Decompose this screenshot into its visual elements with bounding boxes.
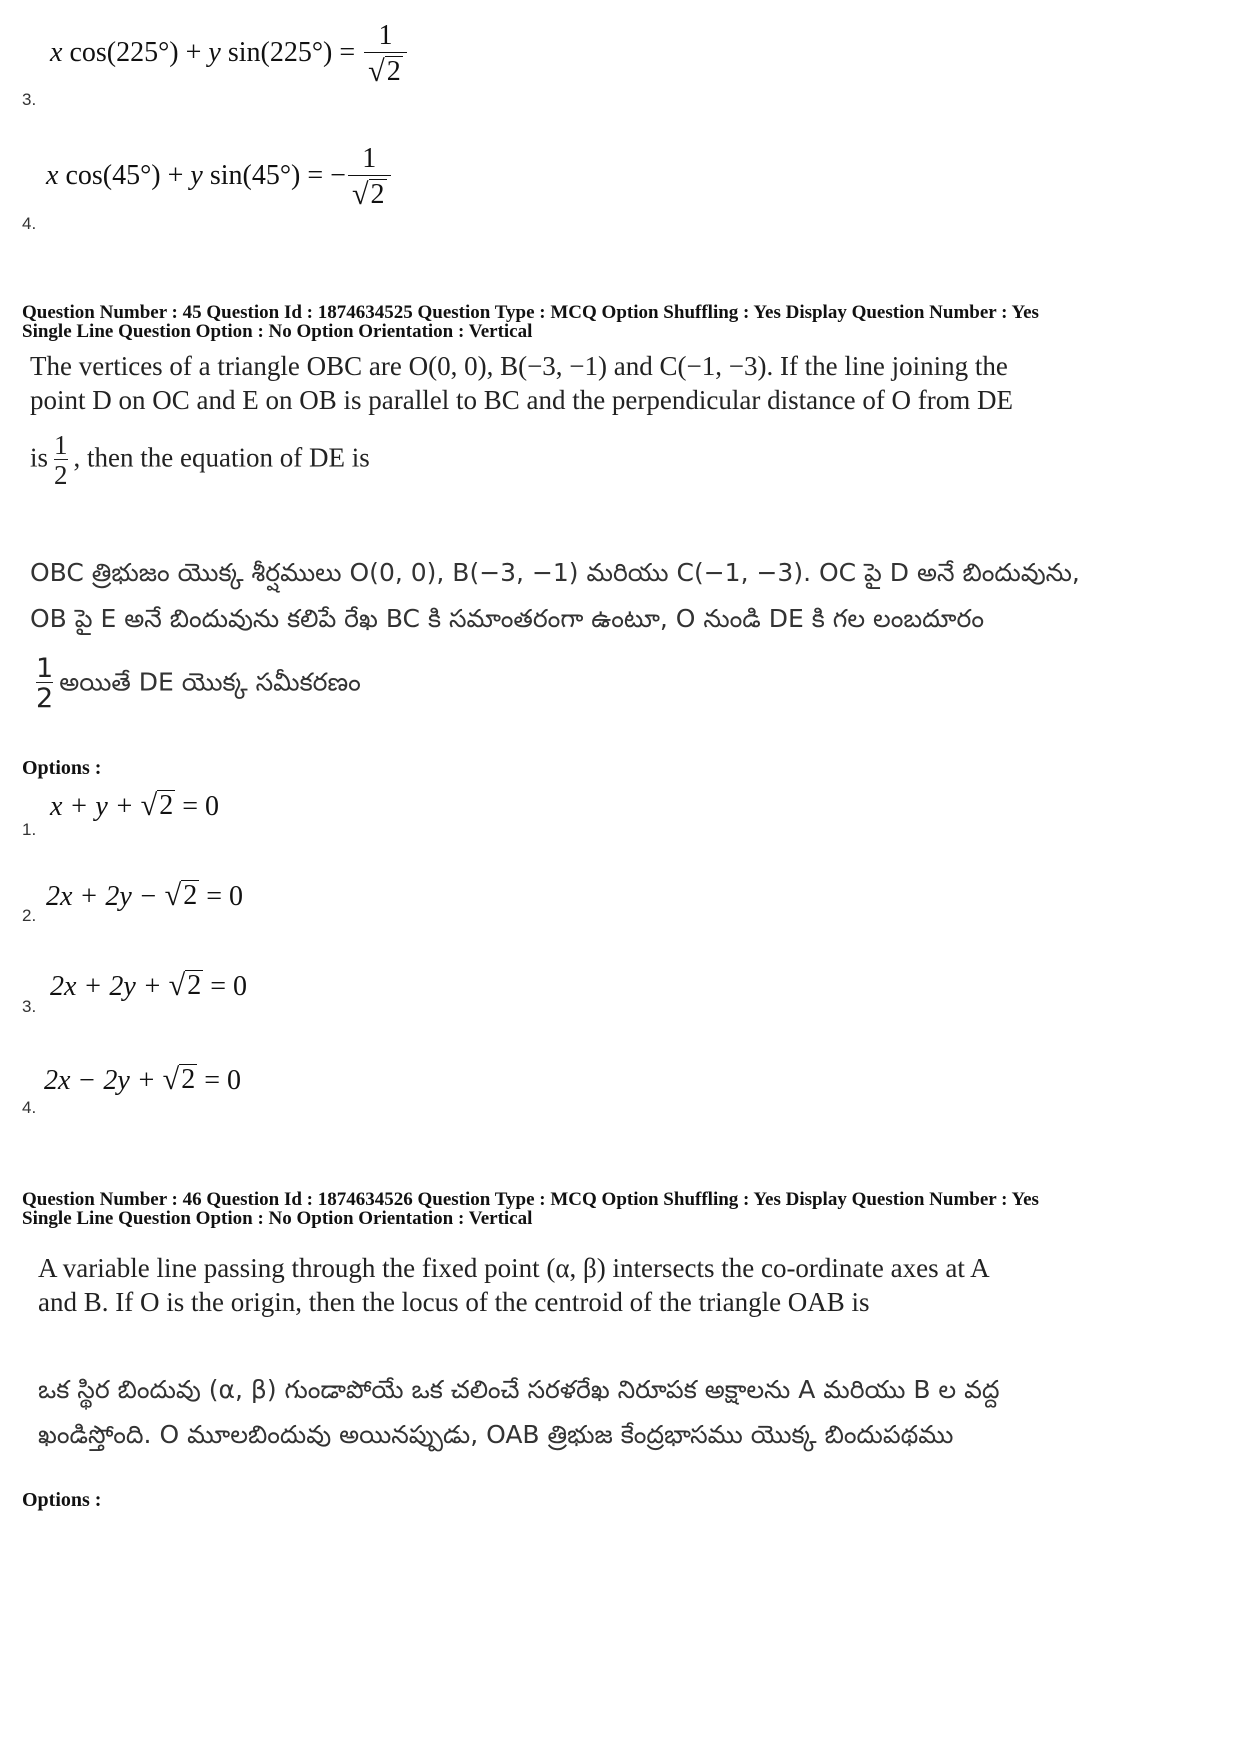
q45-option-1-number: 1.	[22, 820, 37, 839]
q46-meta-line-2: Single Line Question Option : No Option Orientation : Vertical	[22, 1208, 533, 1229]
q45-english-line-2: point D on OC and E on OB is parallel to BC and the perpendicular distance of O from DE	[30, 385, 1014, 415]
q45-option-4-number: 4.	[22, 1098, 37, 1117]
q45-options-label: Options :	[22, 757, 102, 779]
q46-english-line-1: A variable line passing through the fixed point (α, β) intersects the co-ordinate axes at A	[38, 1253, 990, 1283]
q45-option-2-number: 2.	[22, 906, 37, 925]
q46-options-label: Options :	[22, 1489, 102, 1511]
prev-option-4-equation: x cos(45°) + y sin(45°) = − 1 √ 2	[46, 145, 393, 210]
q45-english-line-3: is $\frac{1}{2}$ , then the equation of DE is	[30, 430, 370, 490]
q45-option-1-equation[interactable]: x + y + √ 2 = 0	[50, 788, 220, 822]
prev-option-3-number: 3.	[22, 90, 37, 109]
q45-telugu-line-3: $\frac{1}{2}$ అయితే DE యొక్క సమీకరణం	[36, 653, 361, 714]
q45-option-3-equation[interactable]: 2x + 2y + √ 2 = 0	[50, 968, 248, 1002]
q46-meta-line-1: Question Number : 46 Question Id : 1874634526 Question Type : MCQ Option Shuffling : Yes Display Question Number : Yes	[22, 1189, 1039, 1210]
q46-telugu-line-2: ఖండిస్తోంది. O మూలబిందువు అయినప్పుడు, OAB త్రిభుజ కేంద్రభాసము యొక్క బిందుపథము	[38, 1420, 954, 1449]
q45-meta-line-2: Single Line Question Option : No Option Orientation : Vertical	[22, 321, 533, 342]
q46-english-line-2: and B. If O is the origin, then the locus of the centroid of the triangle OAB is	[38, 1287, 870, 1317]
q45-telugu-line-2: OB పై E అనే బిందువును కలిపే రేఖ BC కి సమాంతరంగా ఉంటూ, O నుండి DE కి గల లంబదూరం	[30, 604, 984, 633]
q45-option-3-number: 3.	[22, 997, 37, 1016]
q45-meta-line-1: Question Number : 45 Question Id : 1874634525 Question Type : MCQ Option Shuffling : Yes Display Question Number : Yes	[22, 302, 1039, 323]
q46-telugu-line-1: ఒక స్థిర బిందువు (α, β) గుండాపోయే ఒక చలించే సరళరేఖ నిరూపక అక్షాలను A మరియు B ల వద్ద	[38, 1375, 1000, 1404]
q45-option-2-equation[interactable]: 2x + 2y − √ 2 = 0	[46, 878, 244, 912]
q45-option-4-equation[interactable]: 2x − 2y + √ 2 = 0	[44, 1062, 242, 1096]
q45-english-line-1: The vertices of a triangle OBC are O(0, 0), B(−3, −1) and C(−1, −3). If the line joining the	[30, 351, 1008, 381]
prev-option-3-equation: x cos(225°) + y sin(225°) = 1 √ 2	[50, 22, 409, 87]
prev-option-4-number: 4.	[22, 214, 37, 233]
q45-telugu-line-1: OBC త్రిభుజం యొక్క శీర్షములు O(0, 0), B(−3, −1) మరియు C(−1, −3). OC పై D అనే బిందువును,	[30, 558, 1080, 587]
